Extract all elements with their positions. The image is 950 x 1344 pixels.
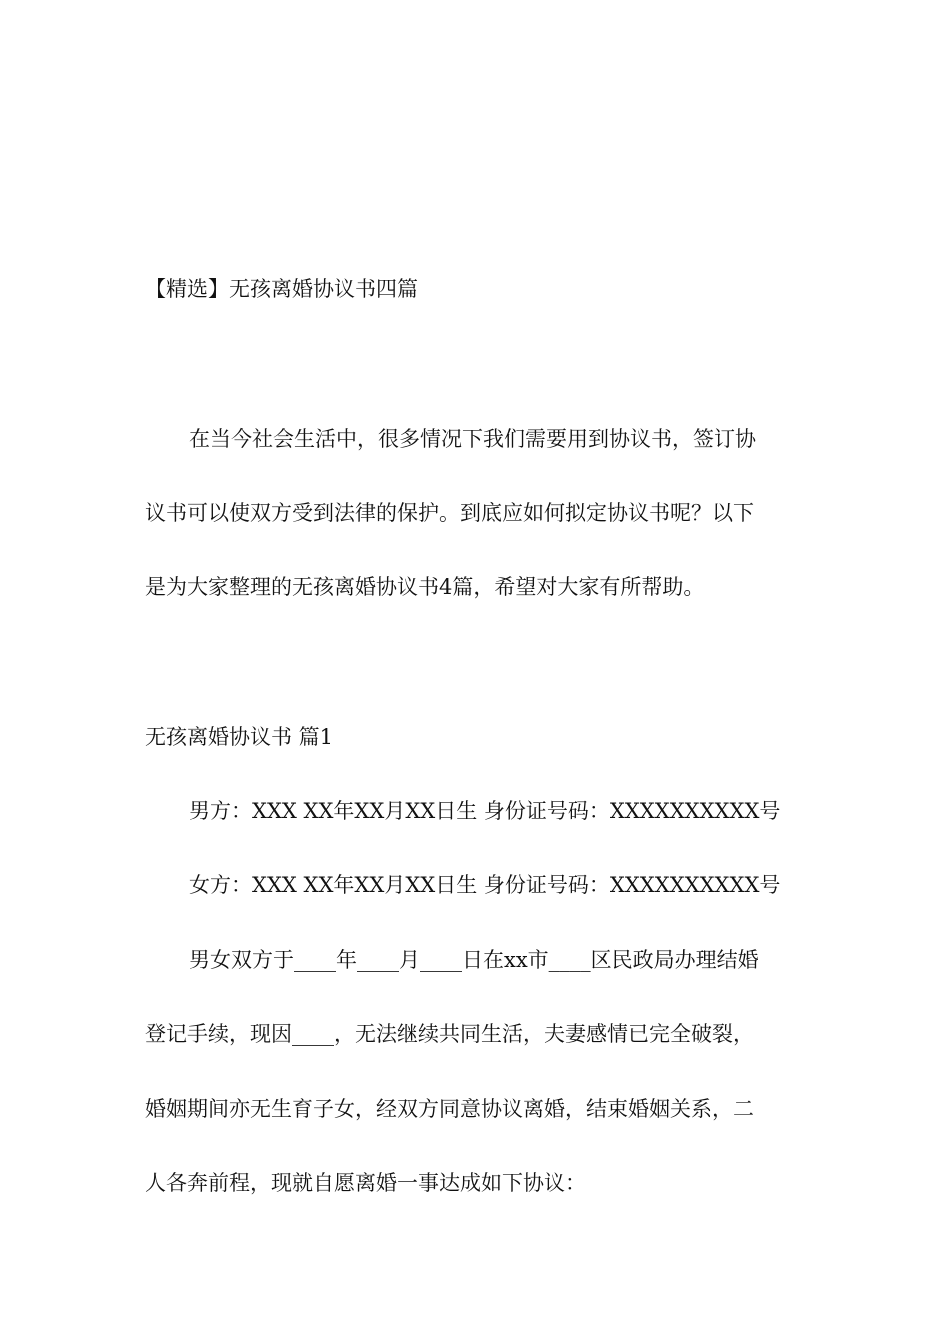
intro-line: 在当今社会生活中，很多情况下我们需要用到协议书，签订协 bbox=[189, 427, 756, 451]
document-title: 【精选】无孩离婚协议书四篇 bbox=[145, 277, 418, 301]
intro-line: 议书可以使双方受到法律的保护。到底应如何拟定协议书呢？以下 bbox=[145, 501, 754, 525]
section-heading: 无孩离婚协议书 篇1 bbox=[145, 725, 334, 749]
body-line: 人各奔前程，现就自愿离婚一事达成如下协议： bbox=[145, 1171, 586, 1195]
male-party-line: 男方：XXX XX年XX月XX日生 身份证号码：XXXXXXXXXX号 bbox=[189, 799, 781, 823]
body-line: 登记手续，现因____，无法继续共同生活，夫妻感情已完全破裂， bbox=[145, 1022, 754, 1046]
female-party-line: 女方：XXX XX年XX月XX日生 身份证号码：XXXXXXXXXX号 bbox=[189, 873, 781, 897]
intro-line: 是为大家整理的无孩离婚协议书4篇，希望对大家有所帮助。 bbox=[145, 575, 705, 599]
body-line: 婚姻期间亦无生育子女，经双方同意协议离婚，结束婚姻关系，二 bbox=[145, 1097, 754, 1121]
body-line: 男女双方于____年____月____日在xx市____区民政局办理结婚 bbox=[189, 948, 759, 972]
